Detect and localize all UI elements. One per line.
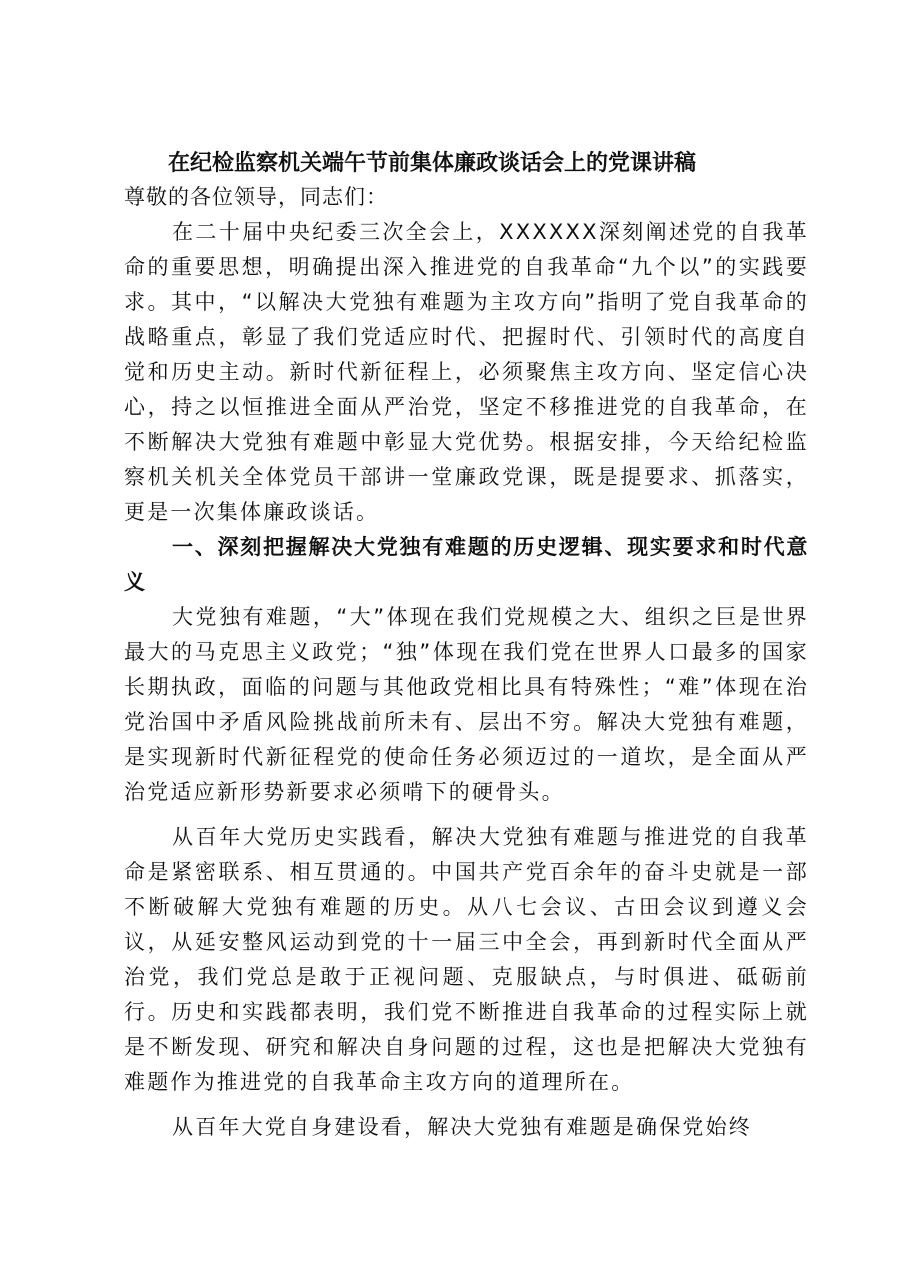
document-body [124,146,809,1145]
section-paragraph-3: 从百年大党自身建设看，解决大党独有难题是确保党始终 [172,1115,752,1139]
section-paragraph-2: 从百年大党历史实践看，解决大党独有难题与推进党的自我革命是紧密联系、相互贯通的。中国共产党百余年的奋斗史就是一部不断破解大党独有难题的历史。从八七会议、古田会议到遵义会议，从延安整风运动到党的十一届三中全会，再到新时代全面从严治党，我们党总是敢于正视问题、克服缺点，与时俱进、砥砺前行。历史和实践都表明，我们党不断推进自我革命的过程实际上就是不断发现、研究和解决自身问题的过程，这也是把解决大党独有难题作为推进党的自我革命主攻方向的道理所在。 [124,825,809,1094]
greeting: 尊敬的各位领导，同志们： [124,185,388,209]
section-paragraph-1: 大党独有难题，“大”体现在我们党规模之大、组织之巨是世界最大的马克思主义政党；“独”体现在我们党在世界人口最多的国家长期执政，面临的问题与其他政党相比具有特殊性；“难”体现在治党治国中矛盾风险挑战前所未有、层出不穷。解决大党独有难题，是实现新时代新征程党的使命任务必须迈过的一道坎，是全面从严治党适应新形势新要求必须啃下的硬骨头。 [124,605,809,804]
document-title: 在纪检监察机关端午节前集体廉政谈话会上的党课讲稿 [168,150,697,176]
intro-paragraph: 在二十届中央纪委三次全会上，XXXXXX深刻阐述党的自我革命的重要思想，明确提出深入推进党的自我革命“九个以”的实践要求。其中，“以解决大党独有难题为主攻方向”指明了党自我革命的战略重点，彰显了我们党适应时代、把握时代、引领时代的高度自觉和历史主动。新时代新征程上，必须聚焦主攻方向、坚定信心决心，持之以恒推进全面从严治党，坚定不移推进党的自我革命，在不断解决大党独有难题中彰显大党优势。根据安排，今天给纪检监察机关机关全体党员干部讲一堂廉政党课，既是提要求、抓落实，更是一次集体廉政谈话。 [124,220,809,524]
section-heading: 一、深刻把握解决大党独有难题的历史逻辑、现实要求和时代意义 [124,535,809,594]
